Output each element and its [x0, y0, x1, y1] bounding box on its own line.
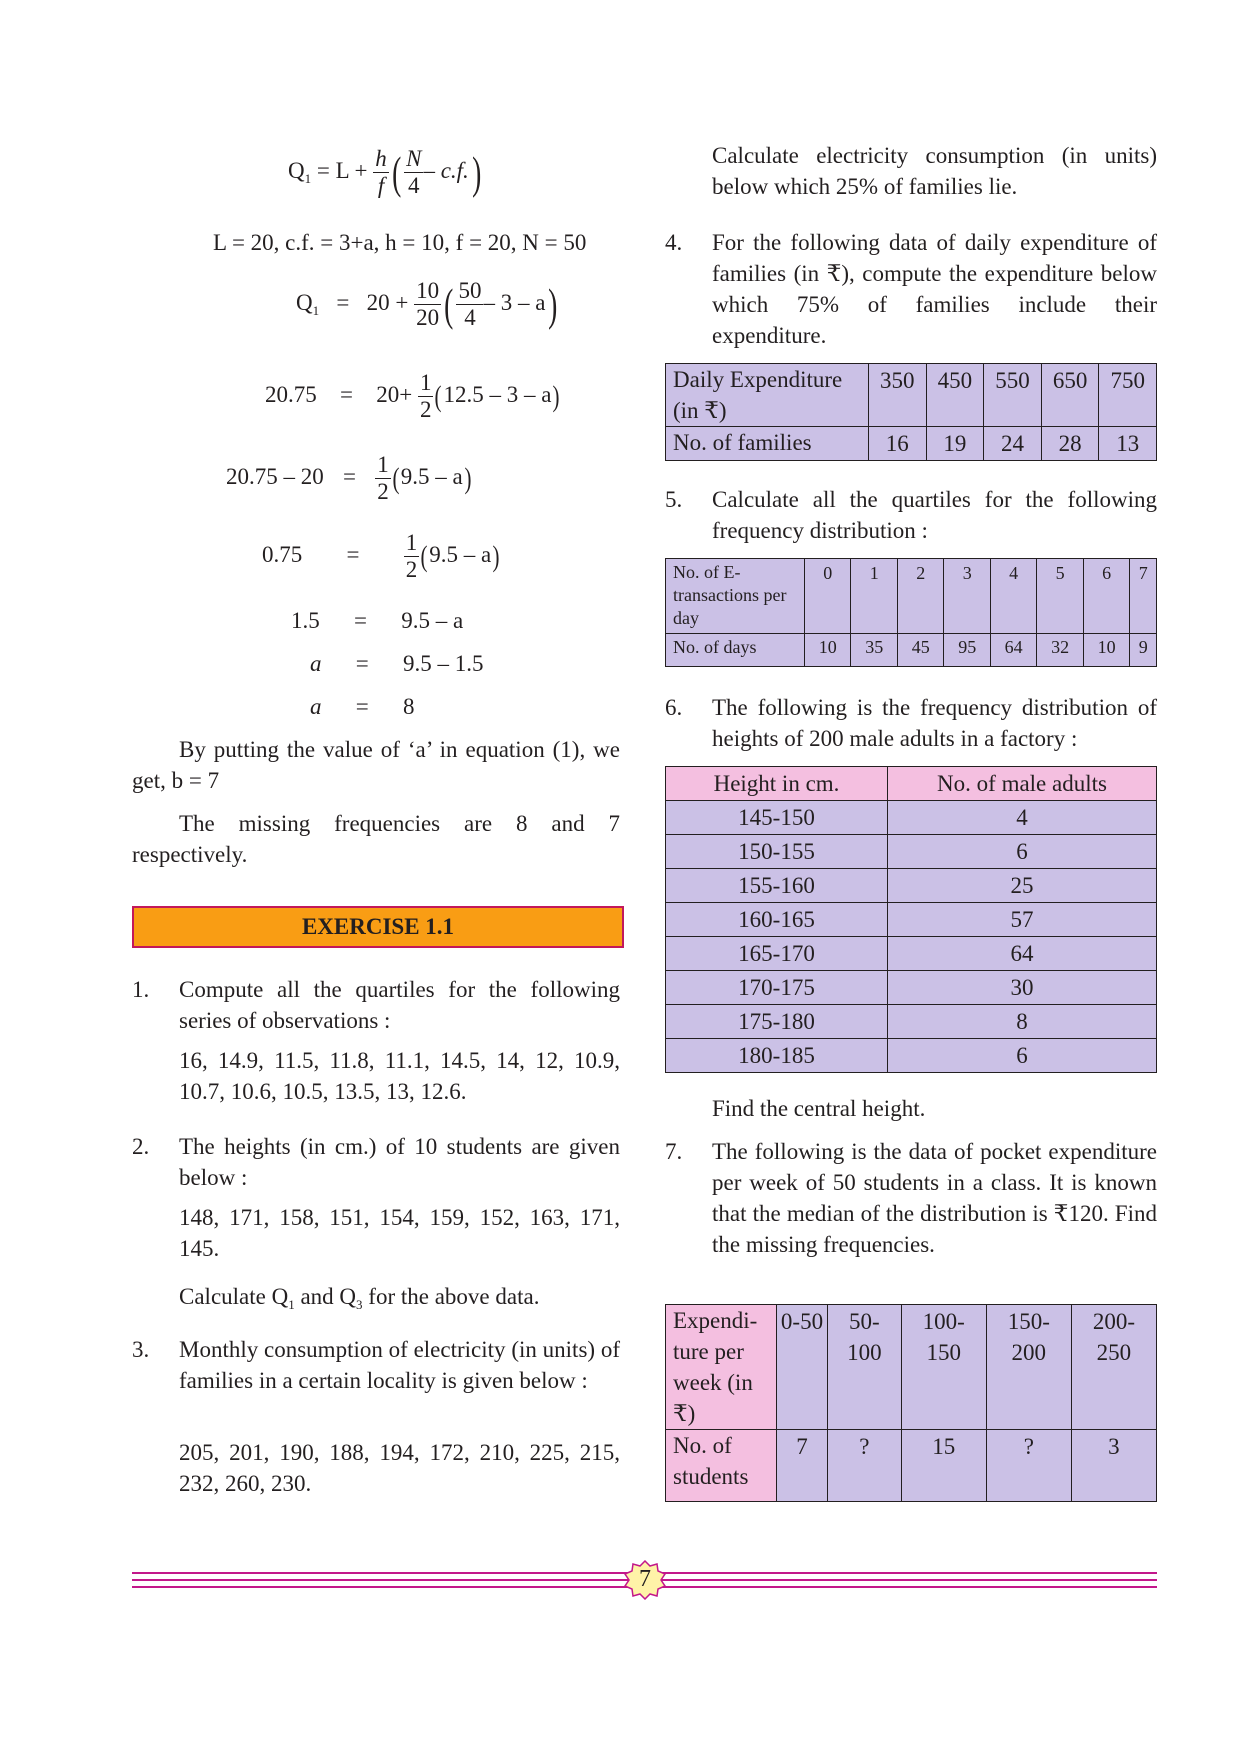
- q2-sub-3: 3: [356, 1297, 363, 1312]
- table-row: [666, 427, 1157, 461]
- table-cell: 50- 100: [828, 1305, 902, 1430]
- table-cell: 6: [888, 1039, 1157, 1073]
- one-half: [404, 530, 420, 583]
- q6-number: 6.: [665, 695, 683, 720]
- table-cell: 2: [897, 559, 943, 634]
- q1-number: 1.: [132, 977, 150, 1002]
- right-paren: ): [464, 462, 472, 495]
- equals: =: [340, 381, 353, 407]
- table-cell: 160-165: [666, 903, 888, 937]
- fifty-over-four: [456, 278, 483, 331]
- table-cell: 6: [1083, 559, 1129, 634]
- h-over-f: [373, 146, 389, 199]
- frac-num: h: [375, 146, 387, 171]
- table-cell: 64: [990, 634, 1036, 667]
- table-cell: 10: [805, 634, 851, 667]
- table-cell: 155-160: [666, 869, 888, 903]
- table-cell: 32: [1037, 634, 1083, 667]
- step-1-q: Q: [296, 289, 313, 315]
- table-label: No. of students: [666, 1430, 777, 1502]
- frac-den: 2: [377, 479, 389, 504]
- table-label: No. of E-transactions per day: [666, 559, 805, 634]
- n-over-4: [404, 146, 423, 199]
- table-row: [666, 869, 1157, 903]
- q3-data: 205, 201, 190, 188, 194, 172, 210, 225, 215, 232, 260, 230.: [179, 1440, 620, 1496]
- left-paren: (: [391, 146, 402, 198]
- table-cell: 3: [1071, 1430, 1156, 1502]
- table-cell: 28: [1041, 427, 1099, 461]
- table-cell: 150- 200: [986, 1305, 1071, 1430]
- table-header-row: [666, 767, 1157, 801]
- table-cell: 35: [851, 634, 897, 667]
- q5-text: Calculate all the quartiles for the following frequency distribution :: [712, 487, 1157, 543]
- table-cell: 5: [1037, 559, 1083, 634]
- formula-q: Q: [288, 157, 305, 183]
- exercise-heading: EXERCISE 1.1: [132, 906, 624, 948]
- step-7-rhs: 8: [403, 694, 415, 719]
- table-row: [666, 1430, 1157, 1502]
- table-cell: 45: [897, 634, 943, 667]
- table-cell: 16: [869, 427, 927, 461]
- page-number: 7: [639, 1566, 651, 1592]
- table-row: [666, 801, 1157, 835]
- q6-table: [665, 766, 1157, 1073]
- step-5-lhs: 1.5: [291, 608, 320, 633]
- step-4-lhs: 0.75: [262, 541, 303, 567]
- table-cell: 650: [1041, 364, 1099, 427]
- table-cell: 95: [944, 634, 990, 667]
- q7-table: [665, 1304, 1157, 1502]
- quartile-formula: [288, 146, 484, 199]
- frac-num: 50: [458, 278, 482, 303]
- table-label: No. of families: [666, 427, 869, 461]
- table-row: [666, 559, 1157, 634]
- table-cell: 24: [984, 427, 1042, 461]
- table-cell: ?: [986, 1430, 1071, 1502]
- one-half: [375, 452, 391, 505]
- q2-calc-pre: Calculate Q: [179, 1284, 289, 1309]
- table-cell: 175-180: [666, 1005, 888, 1039]
- table-row: [666, 1305, 1157, 1430]
- left-paren: (: [420, 540, 428, 573]
- step-4: [262, 530, 501, 583]
- frac-num: 10: [416, 278, 440, 303]
- q2-calc-post: for the above data.: [362, 1284, 540, 1309]
- step-2-pre: 20+: [376, 381, 413, 407]
- table-cell: 7: [1130, 559, 1157, 634]
- table-cell: 550: [984, 364, 1042, 427]
- q7-text: The following is the data of pocket expenditure per week of 50 students in a class. It is known that the median of the distribution is ₹120. Find the missing frequencies.: [712, 1139, 1157, 1257]
- q5-number: 5.: [665, 487, 683, 512]
- table-cell: 19: [926, 427, 984, 461]
- step-6: [310, 648, 484, 679]
- frac-num: 1: [405, 530, 418, 555]
- equals: =: [346, 541, 360, 567]
- table-cell: 450: [926, 364, 984, 427]
- left-paren: (: [434, 380, 442, 413]
- formula-sub: 1: [304, 170, 312, 186]
- table-cell: 9: [1130, 634, 1157, 667]
- table-header: Height in cm.: [666, 767, 888, 801]
- step-1-pre: 20 +: [366, 289, 409, 315]
- table-label: Expendi- ture per week (in ₹): [666, 1305, 777, 1430]
- left-paren: (: [392, 462, 400, 495]
- q2-data: 148, 171, 158, 151, 154, 159, 152, 163, 171, 145.: [179, 1205, 620, 1261]
- table-cell: 64: [888, 937, 1157, 971]
- table-cell: 13: [1099, 427, 1157, 461]
- step-1: [296, 278, 561, 331]
- table-cell: 57: [888, 903, 1157, 937]
- table-cell: 7: [777, 1430, 828, 1502]
- q3-text: Monthly consumption of electricity (in units) of families in a certain locality is given below :: [179, 1337, 620, 1393]
- table-cell: 200- 250: [1071, 1305, 1156, 1430]
- q3-number: 3.: [132, 1337, 150, 1362]
- q1-text: Compute all the quartiles for the following series of observations :: [179, 977, 620, 1033]
- step-7-lhs: a: [310, 694, 322, 719]
- step-6-lhs: a: [310, 651, 322, 676]
- step-5: [291, 605, 463, 636]
- frac-num: 1: [419, 370, 432, 395]
- table-cell: 25: [888, 869, 1157, 903]
- table-cell: 350: [869, 364, 927, 427]
- table-cell: 150-155: [666, 835, 888, 869]
- equals: =: [355, 651, 369, 676]
- table-header: No. of male adults: [888, 767, 1157, 801]
- frac-den: 20: [416, 305, 440, 330]
- q2-calculate: [179, 1281, 539, 1315]
- ten-over-twenty: [414, 278, 441, 331]
- q3-calculate: Calculate electricity consumption (in units) below which 25% of families lie.: [712, 143, 1157, 199]
- table-cell: 750: [1099, 364, 1157, 427]
- table-cell: 0-50: [777, 1305, 828, 1430]
- formula-mid: = L +: [316, 157, 368, 183]
- q6-text: The following is the frequency distribution of heights of 200 male adults in a factory :: [712, 695, 1157, 751]
- q2-calc-mid: and Q: [294, 1284, 357, 1309]
- step-2-inner: 12.5 – 3 – a: [443, 381, 552, 407]
- table-cell: 180-185: [666, 1039, 888, 1073]
- q2-number: 2.: [132, 1134, 150, 1159]
- step-3: [226, 452, 473, 505]
- table-row: [666, 903, 1157, 937]
- table-row: [666, 1039, 1157, 1073]
- step-1-sub: 1: [312, 302, 320, 318]
- result-paragraph-1: By putting the value of ‘a’ in equation (1), we get, b = 7: [132, 737, 620, 793]
- table-cell: 0: [805, 559, 851, 634]
- right-paren: ): [471, 146, 482, 198]
- table-row: [666, 364, 1157, 427]
- right-paren: ): [552, 380, 560, 413]
- page-number-badge: [624, 1560, 666, 1600]
- table-cell: 170-175: [666, 971, 888, 1005]
- step-3-lhs: 20.75 – 20: [226, 463, 324, 489]
- result-paragraph-2: The missing frequencies are 8 and 7 respectively.: [132, 811, 620, 867]
- table-cell: 15: [901, 1430, 986, 1502]
- step-1-inner: – 3 – a: [483, 289, 546, 315]
- table-cell: 10: [1083, 634, 1129, 667]
- table-cell: 165-170: [666, 937, 888, 971]
- equals: =: [354, 608, 367, 633]
- step-2: [265, 370, 561, 423]
- minus-cf: – c.f.: [423, 157, 469, 183]
- frac-den: 2: [419, 397, 432, 422]
- table-cell: 145-150: [666, 801, 888, 835]
- q2-text: The heights (in cm.) of 10 students are given below :: [179, 1134, 620, 1190]
- step-6-rhs: 9.5 – 1.5: [403, 651, 484, 676]
- table-label: Daily Expenditure (in ₹): [666, 364, 869, 427]
- q4-number: 4.: [665, 230, 683, 255]
- table-cell: 30: [888, 971, 1157, 1005]
- table-row: [666, 937, 1157, 971]
- equals: =: [336, 289, 350, 315]
- frac-den: 4: [408, 173, 420, 198]
- q2-sub-1: 1: [288, 1297, 295, 1312]
- q5-table: [665, 558, 1157, 667]
- table-cell: 4: [990, 559, 1036, 634]
- q4-text: For the following data of daily expenditure of families (in ₹), compute the expenditure below which 75% of families include their expenditure.: [712, 230, 1157, 348]
- frac-num: 1: [377, 452, 389, 477]
- table-cell: 1: [851, 559, 897, 634]
- equals: =: [343, 463, 356, 489]
- frac-num: N: [406, 146, 422, 171]
- given-values: [213, 227, 586, 258]
- step-5-rhs: 9.5 – a: [401, 608, 464, 633]
- one-half: [418, 370, 434, 423]
- step-7: [310, 691, 415, 722]
- table-cell: 8: [888, 1005, 1157, 1039]
- right-paren: ): [548, 278, 558, 330]
- step-3-inner: 9.5 – a: [400, 463, 463, 489]
- q6-after-text: Find the central height.: [712, 1096, 926, 1121]
- q7-number: 7.: [665, 1139, 683, 1164]
- right-paren: ): [492, 540, 500, 573]
- frac-den: 2: [405, 557, 418, 582]
- given-values-text: L = 20, c.f. = 3+a, h = 10, f = 20, N = 50: [213, 230, 587, 255]
- q4-table: [665, 363, 1157, 461]
- left-paren: (: [444, 278, 454, 330]
- table-cell: 100- 150: [901, 1305, 986, 1430]
- table-row: [666, 1005, 1157, 1039]
- step-2-lhs: 20.75: [265, 381, 317, 407]
- frac-den: 4: [464, 305, 476, 330]
- step-4-inner: 9.5 – a: [429, 541, 492, 567]
- table-cell: 6: [888, 835, 1157, 869]
- frac-den: f: [377, 173, 385, 198]
- table-cell: 3: [944, 559, 990, 634]
- table-row: [666, 835, 1157, 869]
- table-label: No. of days: [666, 634, 805, 667]
- equals: =: [355, 694, 369, 719]
- q1-data: 16, 14.9, 11.5, 11.8, 11.1, 14.5, 14, 12, 10.9, 10.7, 10.6, 10.5, 13.5, 13, 12.6.: [179, 1048, 620, 1104]
- table-row: [666, 634, 1157, 667]
- table-row: [666, 971, 1157, 1005]
- table-cell: ?: [828, 1430, 902, 1502]
- table-cell: 4: [888, 801, 1157, 835]
